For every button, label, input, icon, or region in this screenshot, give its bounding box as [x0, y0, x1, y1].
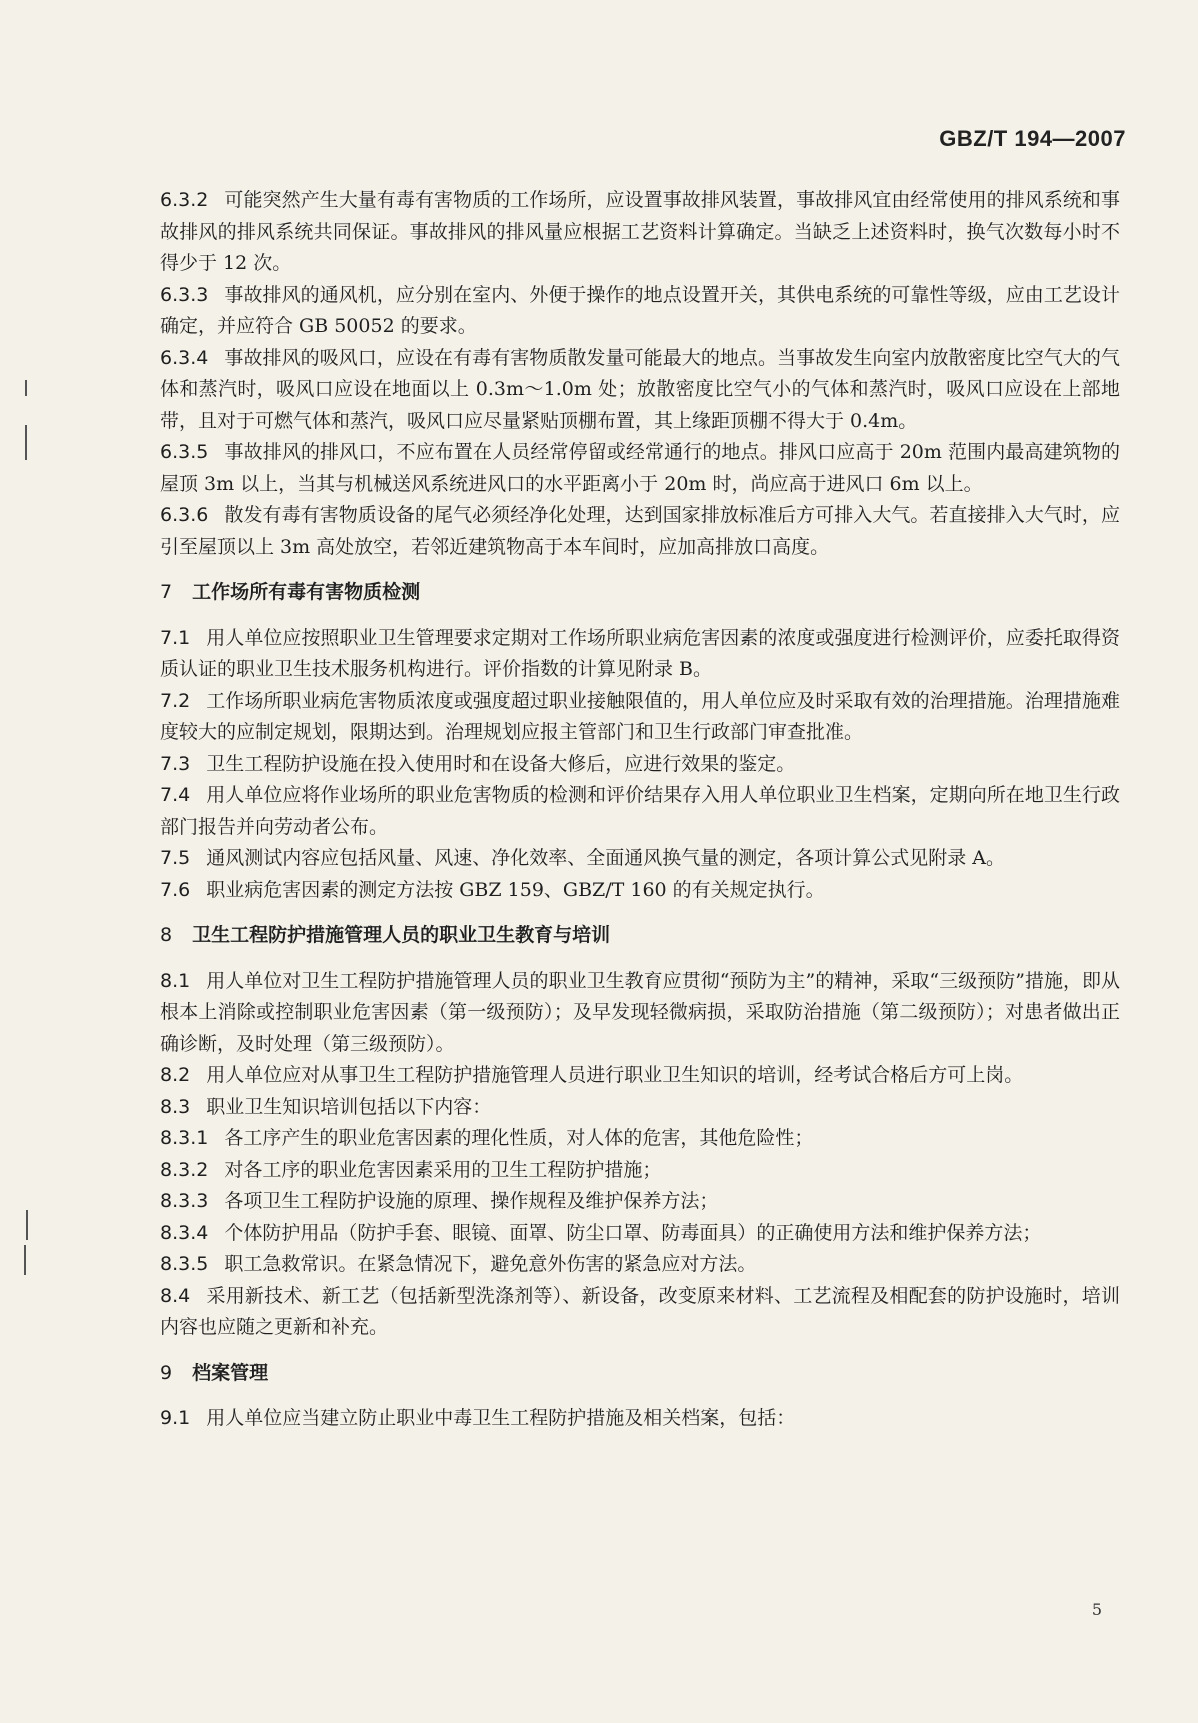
clause-number: 6.3.5: [160, 441, 209, 463]
clause-number: 8.3.1: [160, 1127, 209, 1149]
clause-number: 7.6: [160, 878, 191, 901]
clause-paragraph: [160, 843, 1120, 875]
clause-paragraph: [160, 966, 1120, 1061]
clause-paragraph: [160, 875, 1120, 907]
clause-number: 9: [160, 1361, 173, 1384]
section-heading: [160, 920, 1120, 952]
clause-text: 各项卫生工程防护设施的原理、操作规程及维护保养方法；: [224, 1190, 719, 1212]
clause-paragraph: [160, 780, 1120, 843]
scan-mark: [26, 1210, 28, 1240]
clause-text: 散发有毒有害物质设备的尾气必须经净化处理，达到国家排放标准后方可排入大气。若直接排入大气时，应引至屋顶以上 3m 高处放空，若邻近建筑物高于本车间时，应加高排放口高度。: [160, 504, 1120, 558]
clause-text: 工作场所有毒有害物质检测: [192, 581, 421, 603]
clause-number: 7.2: [160, 689, 191, 712]
clause-text: 用人单位应按照职业卫生管理要求定期对工作场所职业病危害因素的浓度或强度进行检测评价，应委托取得资质认证的职业卫生技术服务机构进行。评价指数的计算见附录 B。: [160, 626, 1120, 680]
clause-number: 7.1: [160, 626, 191, 649]
clause-text: 对各工序的职业危害因素采用的卫生工程防护措施；: [224, 1158, 662, 1181]
clause-text: 用人单位应当建立防止职业中毒卫生工程防护措施及相关档案，包括：: [206, 1407, 796, 1429]
clause-paragraph: [160, 280, 1120, 343]
clause-text: 通风测试内容应包括风量、风速、净化效率、全面通风换气量的测定，各项计算公式见附录 A。: [206, 847, 1005, 869]
clause-paragraph: [160, 1281, 1120, 1344]
clause-text: 采用新技术、新工艺（包括新型洗涤剂等）、新设备，改变原来材料、工艺流程及相配套的防护设施时，培训内容也应随之更新和补充。: [160, 1284, 1120, 1338]
clause-text: 用人单位对卫生工程防护措施管理人员的职业卫生教育应贯彻“预防为主”的精神，采取“三级预防”措施，即从根本上消除或控制职业危害因素（第一级预防）；及早发现轻微病损，采取防治措施（第二级预防）；对患者做出正确诊断，及时处理（第三级预防）。: [160, 969, 1120, 1055]
clause-paragraph: [160, 1186, 1120, 1218]
clause-number: 7: [160, 581, 173, 603]
clause-paragraph: [160, 623, 1120, 686]
clause-number: 7.4: [160, 784, 191, 806]
document-body: [160, 185, 1120, 1435]
clause-text: 各工序产生的职业危害因素的理化性质，对人体的危害，其他危险性；: [224, 1127, 814, 1149]
clause-number: 6.3.3: [160, 283, 209, 306]
clause-paragraph: [160, 437, 1120, 500]
clause-number: 8.3.2: [160, 1158, 209, 1181]
clause-paragraph: [160, 1060, 1120, 1092]
section-heading: [160, 577, 1120, 609]
clause-number: 8.2: [160, 1064, 191, 1086]
clause-text: 事故排风的通风机，应分别在室内、外便于操作的地点设置开关，其供电系统的可靠性等级，应由工艺设计确定，并应符合 GB 50052 的要求。: [160, 283, 1120, 337]
scan-mark: [24, 1245, 26, 1275]
clause-text: 职业卫生知识培训包括以下内容：: [206, 1095, 492, 1118]
clause-text: 用人单位应将作业场所的职业危害物质的检测和评价结果存入用人单位职业卫生档案，定期向所在地卫生行政部门报告并向劳动者公布。: [160, 784, 1120, 838]
clause-text: 卫生工程防护设施在投入使用时和在设备大修后，应进行效果的鉴定。: [206, 752, 796, 775]
clause-number: 8.4: [160, 1284, 191, 1307]
clause-number: 6.3.6: [160, 504, 209, 526]
clause-paragraph: [160, 686, 1120, 749]
clause-paragraph: [160, 1155, 1120, 1187]
clause-paragraph: [160, 1249, 1120, 1281]
clause-number: 7.5: [160, 847, 191, 869]
clause-number: 8.3.3: [160, 1190, 209, 1212]
clause-number: 9.1: [160, 1407, 191, 1429]
clause-number: 7.3: [160, 752, 191, 775]
clause-number: 8: [160, 924, 173, 946]
clause-text: 档案管理: [192, 1361, 269, 1384]
clause-paragraph: [160, 343, 1120, 438]
clause-paragraph: [160, 185, 1120, 280]
clause-number: 8.3: [160, 1095, 191, 1118]
clause-paragraph: [160, 1218, 1120, 1250]
clause-text: 可能突然产生大量有毒有害物质的工作场所，应设置事故排风装置，事故排风宜由经常使用的排风系统和事故排风的排风系统共同保证。事故排风的排风量应根据工艺资料计算确定。当缺乏上述资料时，换气次数每小时不得少于 12 次。: [160, 189, 1120, 274]
clause-number: 6.3.4: [160, 346, 209, 369]
clause-number: 8.3.4: [160, 1221, 209, 1244]
section-heading: [160, 1358, 1120, 1390]
scan-mark: [25, 380, 27, 396]
clause-text: 个体防护用品（防护手套、眼镜、面罩、防尘口罩、防毒面具）的正确使用方法和维护保养方法；: [224, 1221, 1042, 1244]
page-number: 5: [1091, 1600, 1102, 1619]
clause-number: 8.3.5: [160, 1253, 209, 1275]
clause-text: 卫生工程防护措施管理人员的职业卫生教育与培训: [192, 924, 611, 946]
clause-paragraph: [160, 1403, 1120, 1435]
clause-number: 8.1: [160, 969, 191, 992]
standard-code: GBZ/T 194—2007: [939, 126, 1126, 151]
clause-paragraph: [160, 749, 1120, 781]
clause-number: 6.3.2: [160, 189, 209, 211]
clause-paragraph: [160, 1092, 1120, 1124]
clause-paragraph: [160, 500, 1120, 563]
clause-text: 事故排风的排风口，不应布置在人员经常停留或经常通行的地点。排风口应高于 20m 范围内最高建筑物的屋顶 3m 以上，当其与机械送风系统进风口的水平距离小于 20m 时，尚应高于进风口 6m 以上。: [160, 441, 1120, 495]
clause-text: 事故排风的吸风口，应设在有毒有害物质散发量可能最大的地点。当事故发生向室内放散密度比空气大的气体和蒸汽时，吸风口应设在地面以上 0.3m～1.0m 处；放散密度比空气小的气体和蒸汽时，吸风口应设在上部地带，且对于可燃气体和蒸汽，吸风口应尽量紧贴顶棚布置，其上缘距顶棚不得大于 0.4m。: [160, 346, 1120, 432]
clause-text: 职工急救常识。在紧急情况下，避免意外伤害的紧急应对方法。: [224, 1253, 757, 1275]
clause-paragraph: [160, 1123, 1120, 1155]
clause-text: 职业病危害因素的测定方法按 GBZ 159、GBZ/T 160 的有关规定执行。: [206, 878, 825, 901]
clause-text: 工作场所职业病危害物质浓度或强度超过职业接触限值的，用人单位应及时采取有效的治理措施。治理措施难度较大的应制定规划，限期达到。治理规划应报主管部门和卫生行政部门审查批准。: [160, 689, 1120, 743]
clause-text: 用人单位应对从事卫生工程防护措施管理人员进行职业卫生知识的培训，经考试合格后方可上岗。: [206, 1064, 1024, 1086]
scan-mark: [25, 425, 27, 460]
